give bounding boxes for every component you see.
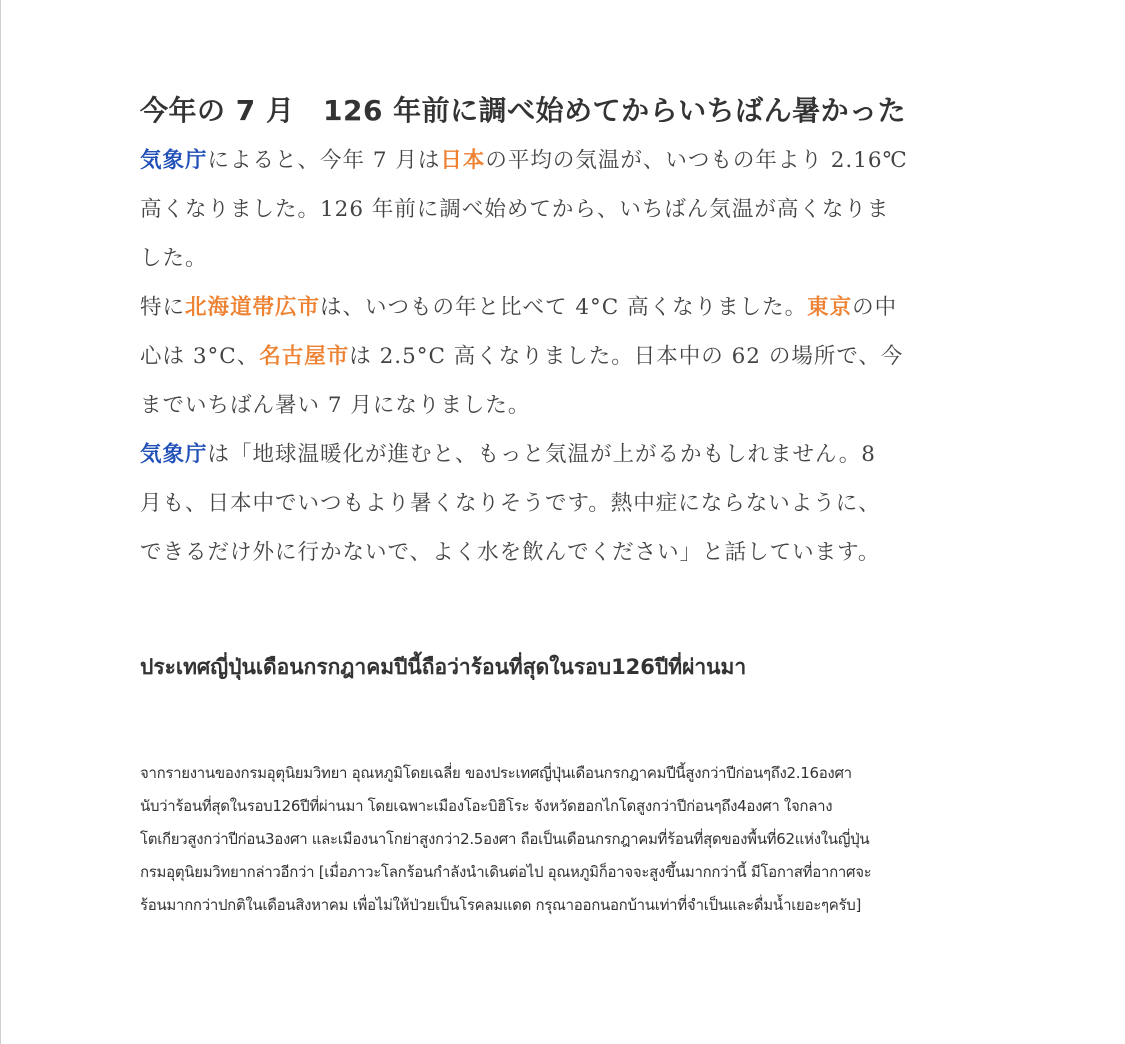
- paragraph-line: [140, 479, 1000, 528]
- paragraph-line: [140, 381, 1000, 430]
- paragraph-line: [140, 136, 1000, 185]
- text-run: 高くなりました。126 年前に調べ始めてから、いちばん気温が高くなりま: [140, 197, 890, 222]
- translation-title: ประเทศญี่ปุ่นเดือนกรกฎาคมปีนี้ถือว่าร้อนที่สุดในรอบ126ปีที่ผ่านมา: [140, 655, 747, 679]
- text-run: した。: [140, 246, 208, 271]
- highlight-term: 東京: [807, 295, 853, 320]
- translation-line: ร้อนมากกว่าปกติในเดือนสิงหาคม เพื่อไม่ให้ป่วยเป็นโรคลมแดด กรุณาออกนอกบ้านเท่าที่จำเป็นและดื่มน้ำเยอะๆครับ]: [140, 896, 862, 914]
- article-paragraph-3: [140, 430, 1000, 577]
- translation-line: โตเกียวสูงกว่าปีก่อน3องศา และเมืองนาโกย่าสูงกว่า2.5องศา ถือเป็นเดือนกรกฎาคมที่ร้อนที่สุดของพื้นที่62แห่งในญี่ปุ่น: [140, 830, 870, 848]
- text-run: 心は 3°C、: [140, 344, 260, 369]
- text-run: 特に: [140, 295, 186, 320]
- text-run: の平均の気温が、いつもの年より 2.16℃: [485, 148, 908, 173]
- text-run: 月も、日本中でいつもより暑くなりそうです。熱中症にならないように、: [140, 491, 881, 516]
- text-run: の中: [852, 295, 898, 320]
- highlight-term: 気象庁: [140, 442, 208, 467]
- highlight-term: 名古屋市: [259, 344, 350, 369]
- translation-line: จากรายงานของกรมอุตุนิยมวิทยา อุณหภูมิโดยเฉลี่ย ของประเทศญี่ปุ่นเดือนกรกฎาคมปีนี้สูงกว่าปีก่อนๆถึง2.16องศา: [140, 764, 852, 782]
- translation-body: [140, 757, 1010, 922]
- japanese-article: [140, 86, 1000, 577]
- text-run: は、いつもの年と比べて 4°C 高くなりました。: [320, 295, 808, 320]
- paragraph-line: [140, 234, 1000, 283]
- paragraph-line: [140, 283, 1000, 332]
- paragraph-line: [140, 528, 1000, 577]
- text-run: できるだけ外に行かないで、よく水を飲んでください」と話しています。: [140, 540, 881, 565]
- paragraph-line: [140, 185, 1000, 234]
- article-paragraph-1: [140, 136, 1000, 283]
- translation-line: กรมอุตุนิยมวิทยากล่าวอีกว่า [เมื่อภาวะโลกร้อนกำลังนำเดินต่อไป อุณหภูมิก็อาจจะสูงขึ้นมากกว่านี้ มีโอกาสที่อากาศจะ: [140, 863, 872, 881]
- translation-line: นับว่าร้อนที่สุดในรอบ126ปีที่ผ่านมา โดยเฉพาะเมืองโอะบิฮิโระ จังหวัดฮอกไกโดสูงกว่าปีก่อนๆถึง4องศา ใจกลาง: [140, 797, 833, 815]
- highlight-term: 北海道帯広市: [185, 295, 321, 320]
- highlight-term: 日本: [440, 148, 486, 173]
- article-paragraph-2: [140, 283, 1000, 430]
- text-run: によると、今年 7 月は: [207, 148, 441, 173]
- text-run: は 2.5°C 高くなりました。日本中の 62 の場所で、今: [349, 344, 904, 369]
- article-title: 今年の 7 月 126 年前に調べ始めてからいちばん暑かった: [140, 94, 907, 127]
- text-run: は「地球温暖化が進むと、もっと気温が上がるかもしれません。8: [207, 442, 876, 467]
- text-run: までいちばん暑い 7 月になりました。: [140, 393, 531, 418]
- paragraph-line: [140, 430, 1000, 479]
- paragraph-line: [140, 332, 1000, 381]
- highlight-term: 気象庁: [140, 148, 208, 173]
